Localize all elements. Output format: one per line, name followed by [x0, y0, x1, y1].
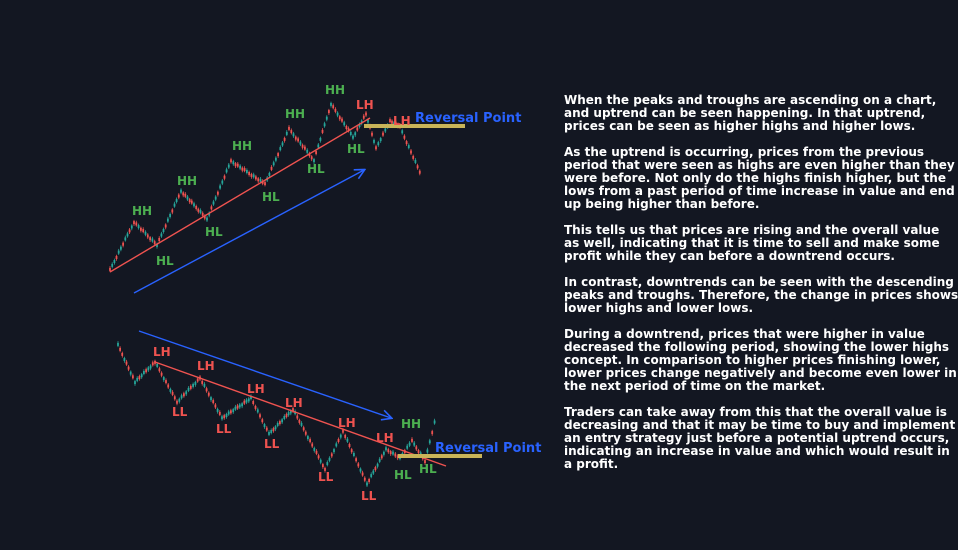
downtrend-candle-body — [299, 420, 301, 423]
downtrend-candle-body — [385, 447, 387, 450]
uptrend-candle-body — [176, 199, 178, 202]
downtrend-candle-body — [190, 386, 192, 389]
downtrend-candle-body — [320, 460, 322, 463]
downtrend-candle-body — [136, 378, 138, 381]
downtrend-candle-body — [185, 391, 187, 394]
downtrend-candle-body — [377, 464, 379, 467]
downtrend-candle-body — [230, 410, 232, 413]
uptrend-candle-body — [149, 237, 151, 240]
uptrend-candle-body — [275, 158, 277, 161]
downtrend-label-ll-4: LL — [318, 470, 334, 484]
uptrend-candle-body — [375, 146, 377, 149]
downtrend-candle-body — [215, 405, 217, 408]
uptrend-candle-body — [363, 116, 365, 119]
downtrend-candle-body — [333, 449, 335, 452]
downtrend-candle-body — [434, 421, 436, 424]
paragraph-uptrend-intro: When the peaks and troughs are ascending on a chart, and uptrend can be seen happening. In that uptrend, prices can be seen as higher highs and higher lows. — [564, 93, 937, 133]
uptrend-candle-body — [401, 130, 403, 133]
uptrend-candle-body — [171, 210, 173, 213]
downtrend-candle-body — [392, 452, 394, 455]
uptrend-candle-body — [241, 168, 243, 171]
uptrend-candle-body — [315, 151, 317, 154]
uptrend-candle-body — [408, 145, 410, 148]
uptrend-label-hl-2: HL — [205, 225, 223, 239]
uptrend-candle-body — [202, 213, 204, 216]
downtrend-candle-body — [344, 435, 346, 438]
downtrend-candle-body — [252, 401, 254, 404]
downtrend-candle-body — [204, 384, 206, 387]
downtrend-candle-body — [264, 424, 266, 427]
downtrend-candle-body — [172, 392, 174, 395]
downtrend-candle-body — [210, 397, 212, 400]
uptrend-candle-body — [302, 145, 304, 148]
uptrend-candle-body — [350, 132, 352, 135]
uptrend-candle-body — [122, 243, 124, 246]
uptrend-label-hh-3: HH — [232, 139, 253, 153]
downtrend-label-lh-2: LH — [197, 359, 215, 373]
downtrend-candle-body — [370, 474, 372, 477]
uptrend-candle-body — [260, 179, 262, 182]
downtrend-candle-body — [183, 393, 185, 396]
uptrend-candle-body — [273, 162, 275, 165]
downtrend-candle-body — [195, 382, 197, 385]
uptrend-candle-body — [145, 232, 147, 235]
downtrend-candle-body — [368, 479, 370, 482]
uptrend-candle-body — [111, 264, 113, 267]
downtrend-candle-body — [288, 412, 290, 415]
uptrend-candle-body — [282, 143, 284, 146]
downtrend-candle-body — [427, 450, 429, 453]
uptrend-candle-body — [253, 174, 255, 177]
downtrend-candle-body — [351, 449, 353, 452]
uptrend-candle-body — [290, 130, 292, 133]
downtrend-candle-body — [255, 406, 257, 409]
downtrend-candle-body — [176, 401, 178, 404]
uptrend-candle-body — [365, 113, 367, 116]
downtrend-candle-body — [355, 458, 357, 461]
downtrend-candle-body — [286, 414, 288, 417]
downtrend-candle-body — [313, 448, 315, 451]
uptrend-candle-body — [377, 142, 379, 145]
downtrend-candle-body — [139, 376, 141, 379]
uptrend-candle-body — [230, 159, 232, 162]
downtrend-candle-body — [394, 454, 396, 457]
uptrend-candle-body — [269, 173, 271, 176]
downtrend-candle-body — [275, 426, 277, 429]
uptrend-candle-body — [228, 165, 230, 168]
uptrend-candle-body — [195, 206, 197, 209]
uptrend-candle-body — [341, 119, 343, 122]
uptrend-candle-body — [169, 214, 171, 217]
downtrend-candle-body — [316, 451, 318, 454]
downtrend-candle-body — [152, 362, 154, 365]
uptrend-candle-body — [191, 201, 193, 204]
uptrend-candle-body — [304, 147, 306, 150]
uptrend-candle-body — [154, 241, 156, 244]
uptrend-candle-body — [213, 202, 215, 205]
downtrend-candle-body — [246, 400, 248, 403]
uptrend-candle-body — [215, 197, 217, 200]
uptrend-candle-body — [114, 260, 116, 263]
uptrend-candle-body — [118, 251, 120, 254]
uptrend-candle-body — [311, 156, 313, 159]
downtrend-candle-body — [235, 407, 237, 410]
downtrend-candle-body — [406, 446, 408, 449]
downtrend-candle-body — [364, 478, 366, 481]
downtrend-candle-body — [134, 381, 136, 384]
downtrend-candle-body — [124, 358, 126, 361]
downtrend-candle-body — [121, 353, 123, 356]
downtrend-candle-body — [132, 375, 134, 378]
downtrend-candle-body — [418, 450, 420, 453]
downtrend-candle-body — [208, 393, 210, 396]
uptrend-candle-body — [248, 172, 250, 175]
uptrend-candle-body — [417, 165, 419, 168]
downtrend-candle-body — [322, 464, 324, 467]
downtrend-candle-body — [159, 368, 161, 371]
downtrend-candle-body — [383, 452, 385, 455]
downtrend-label-lh-4: LH — [285, 396, 303, 410]
uptrend-candle-body — [147, 235, 149, 238]
uptrend-candle-body — [163, 229, 165, 232]
uptrend-candle-body — [142, 229, 144, 232]
uptrend-direction-arrow — [134, 170, 364, 293]
uptrend-candle-body — [120, 247, 122, 250]
uptrend-candle-body — [206, 218, 208, 221]
uptrend-candle-body — [135, 222, 137, 225]
downtrend-candle-body — [248, 398, 250, 401]
uptrend-candle-body — [389, 119, 391, 122]
uptrend-candle-body — [180, 190, 182, 193]
downtrend-candle-body — [228, 412, 230, 415]
downtrend-candle-body — [429, 440, 431, 443]
uptrend-candle-body — [140, 228, 142, 231]
downtrend-label-ll-3: LL — [264, 437, 280, 451]
downtrend-candle-body — [270, 430, 272, 433]
uptrend-candle-body — [131, 226, 133, 229]
uptrend-candle-body — [406, 141, 408, 144]
uptrend-candle-body — [251, 174, 253, 177]
downtrend-candle-body — [283, 416, 285, 419]
uptrend-candle-body — [221, 181, 223, 184]
downtrend-candle-body — [170, 389, 172, 392]
explanation-text-panel — [564, 93, 958, 484]
downtrend-candle-body — [221, 416, 223, 419]
downtrend-candle-body — [279, 421, 281, 424]
downtrend-label-hh-1: HH — [401, 417, 422, 431]
downtrend-candle-body — [237, 406, 239, 409]
downtrend-candle-body — [303, 427, 305, 430]
downtrend-candle-body — [217, 409, 219, 412]
downtrend-candle-body — [281, 419, 283, 422]
uptrend-candle-body — [284, 138, 286, 141]
uptrend-candle-body — [197, 209, 199, 212]
downtrend-candle-body — [331, 453, 333, 456]
uptrend-candle-body — [189, 199, 191, 202]
uptrend-candle-body — [244, 168, 246, 171]
uptrend-candle-body — [330, 103, 332, 106]
downtrend-candle-body — [413, 443, 415, 446]
downtrend-candle-body — [415, 446, 417, 449]
downtrend-candle-body — [329, 458, 331, 461]
downtrend-reversal-label: Reversal Point — [435, 441, 542, 456]
downtrend-candle-body — [143, 371, 145, 374]
uptrend-candle-body — [332, 105, 334, 108]
uptrend-candle-body — [226, 169, 228, 172]
downtrend-candle-body — [174, 396, 176, 399]
paragraph-downtrend-conclusion: Traders can take away from this that the overall value is decreasing and that it may be time to buy and implement an entry strategy just before a potential uptrend occurs, indicating an increase in value and which would result in a profit. — [564, 405, 956, 471]
uptrend-candle-body — [211, 206, 213, 209]
downtrend-candle-body — [301, 423, 303, 426]
uptrend-candle-body — [382, 133, 384, 136]
uptrend-candle-body — [255, 176, 257, 179]
uptrend-candle-body — [152, 239, 154, 242]
uptrend-candle-body — [326, 117, 328, 120]
downtrend-candle-body — [165, 380, 167, 383]
uptrend-candle-body — [235, 163, 237, 166]
uptrend-candle-body — [129, 229, 131, 232]
uptrend-label-hh-5: HH — [325, 83, 346, 97]
downtrend-candle-body — [197, 379, 199, 382]
uptrend-candle-body — [286, 132, 288, 135]
uptrend-label-hh-2: HH — [177, 174, 198, 188]
uptrend-candle-body — [324, 123, 326, 126]
uptrend-candle-body — [328, 110, 330, 113]
downtrend-candle-body — [375, 467, 377, 470]
downtrend-candle-body — [338, 439, 340, 442]
downtrend-candle-body — [219, 412, 221, 415]
uptrend-candle-body — [232, 161, 234, 164]
uptrend-candle-body — [337, 113, 339, 116]
downtrend-candle-body — [296, 416, 298, 419]
uptrend-candle-body — [133, 221, 135, 224]
downtrend-candle-body — [147, 367, 149, 370]
downtrend-candle-body — [335, 443, 337, 446]
uptrend-label-lh-2: LH — [393, 114, 411, 128]
downtrend-candle-body — [357, 463, 359, 466]
downtrend-candle-body — [307, 436, 309, 439]
downtrend-candle-body — [192, 384, 194, 387]
uptrend-candle-body — [410, 151, 412, 154]
uptrend-candle-body — [200, 210, 202, 213]
uptrend-label-hl-3: HL — [262, 190, 280, 204]
uptrend-candle-body — [384, 129, 386, 132]
downtrend-label-lh-1: LH — [153, 345, 171, 359]
downtrend-candle-body — [268, 432, 270, 435]
downtrend-candle-body — [277, 423, 279, 426]
downtrend-candle-body — [239, 404, 241, 407]
downtrend-candle-body — [243, 401, 245, 404]
uptrend-candle-body — [295, 137, 297, 140]
downtrend-candle-body — [431, 431, 433, 434]
paragraph-downtrend-detail: During a downtrend, prices that were higher in value decreased the following period, showing the lower highs concept. In comparison to higher prices finishing lower, lower prices change negatively and become even lower in the next period of time on the market. — [564, 327, 957, 393]
downtrend-candle-body — [340, 435, 342, 438]
uptrend-label-hh-4: HH — [285, 107, 306, 121]
uptrend-candle-body — [371, 133, 373, 136]
uptrend-candle-body — [246, 170, 248, 173]
downtrend-candle-body — [305, 432, 307, 435]
uptrend-candle-body — [335, 109, 337, 112]
downtrend-candle-body — [409, 443, 411, 446]
downtrend-candle-body — [381, 455, 383, 458]
uptrend-candle-body — [138, 225, 140, 228]
downtrend-candle-body — [117, 343, 119, 346]
uptrend-candle-body — [380, 138, 382, 141]
downtrend-candle-body — [126, 362, 128, 365]
uptrend-candle-body — [158, 238, 160, 241]
uptrend-candle-body — [277, 153, 279, 156]
uptrend-candle-body — [300, 142, 302, 145]
uptrend-candle-body — [124, 237, 126, 240]
downtrend-candle-body — [353, 453, 355, 456]
uptrend-candle-body — [219, 186, 221, 189]
downtrend-candle-body — [156, 364, 158, 367]
uptrend-candle-body — [354, 132, 356, 135]
downtrend-candle-body — [266, 428, 268, 431]
downtrend-candle-body — [362, 473, 364, 476]
downtrend-candle-body — [347, 439, 349, 442]
downtrend-price-candles — [117, 341, 435, 487]
downtrend-candle-body — [161, 373, 163, 376]
uptrend-candle-body — [297, 138, 299, 141]
downtrend-candle-body — [257, 409, 259, 412]
downtrend-candle-body — [311, 444, 313, 447]
uptrend-candle-body — [317, 145, 319, 148]
downtrend-candle-body — [201, 381, 203, 384]
downtrend-label-hl-2: HL — [419, 462, 437, 476]
downtrend-candle-body — [326, 462, 328, 465]
uptrend-candle-body — [412, 156, 414, 159]
downtrend-label-lh-6: LH — [376, 431, 394, 445]
downtrend-candle-body — [223, 415, 225, 418]
downtrend-candle-body — [349, 444, 351, 447]
downtrend-candle-body — [390, 451, 392, 454]
downtrend-candle-body — [411, 439, 413, 442]
downtrend-candle-body — [366, 483, 368, 486]
uptrend-candle-body — [356, 127, 358, 130]
downtrend-candle-body — [226, 414, 228, 417]
uptrend-candle-body — [161, 234, 163, 237]
uptrend-candle-body — [271, 167, 273, 170]
uptrend-candle-body — [293, 133, 295, 136]
uptrend-candle-body — [288, 127, 290, 130]
uptrend-candle-body — [237, 164, 239, 167]
uptrend-candle-body — [322, 130, 324, 133]
uptrend-candle-body — [404, 136, 406, 139]
downtrend-label-ll-5: LL — [361, 489, 377, 503]
uptrend-candle-body — [320, 138, 322, 141]
downtrend-candle-body — [309, 439, 311, 442]
uptrend-candle-body — [352, 136, 354, 139]
downtrend-candle-body — [241, 403, 243, 406]
uptrend-candle-body — [127, 233, 129, 236]
uptrend-candle-body — [184, 194, 186, 197]
downtrend-candle-body — [130, 372, 132, 375]
uptrend-candle-body — [165, 225, 167, 228]
uptrend-candle-body — [174, 204, 176, 207]
uptrend-candle-body — [224, 176, 226, 179]
downtrend-label-hl-1: HL — [394, 468, 412, 482]
uptrend-candle-body — [339, 116, 341, 119]
uptrend-label-lh-1: LH — [356, 98, 374, 112]
uptrend-candle-body — [373, 140, 375, 143]
uptrend-candle-body — [257, 178, 259, 181]
downtrend-candle-body — [360, 469, 362, 472]
uptrend-label-hl-5: HL — [347, 142, 365, 156]
uptrend-candle-body — [182, 192, 184, 195]
uptrend-candle-body — [415, 160, 417, 163]
downtrend-candle-body — [141, 374, 143, 377]
downtrend-candle-body — [212, 400, 214, 403]
downtrend-candle-body — [178, 399, 180, 402]
downtrend-candle-body — [206, 388, 208, 391]
uptrend-reversal-label: Reversal Point — [415, 111, 522, 126]
downtrend-candle-body — [318, 455, 320, 458]
paragraph-uptrend-detail: As the uptrend is occurring, prices from the previous period that were seen as highs are even higher than they were before. Not only do the highs finish higher, but the lows from a past period of time increase in value and end up being higher than before. — [564, 145, 955, 211]
uptrend-candle-body — [239, 166, 241, 169]
uptrend-label-hh-1: HH — [132, 204, 153, 218]
downtrend-candle-body — [259, 414, 261, 417]
uptrend-candle-body — [178, 195, 180, 198]
downtrend-candle-body — [150, 366, 152, 369]
uptrend-candle-body — [109, 268, 111, 271]
downtrend-candle-body — [119, 348, 121, 351]
uptrend-candle-body — [343, 122, 345, 125]
uptrend-candle-body — [167, 219, 169, 222]
downtrend-candle-body — [163, 377, 165, 380]
downtrend-resistance-line — [155, 362, 446, 466]
uptrend-label-hl-4: HL — [307, 162, 325, 176]
uptrend-candle-body — [116, 256, 118, 259]
uptrend-candle-body — [306, 150, 308, 153]
downtrend-candle-body — [167, 385, 169, 388]
downtrend-label-lh-5: LH — [338, 416, 356, 430]
downtrend-candle-body — [188, 388, 190, 391]
downtrend-label-lh-3: LH — [247, 382, 265, 396]
downtrend-candle-body — [261, 419, 263, 422]
uptrend-candle-body — [264, 182, 266, 185]
uptrend-candle-body — [187, 197, 189, 200]
downtrend-candle-body — [145, 369, 147, 372]
uptrend-candle-body — [193, 203, 195, 206]
downtrend-candle-body — [379, 459, 381, 462]
downtrend-candle-body — [181, 395, 183, 398]
uptrend-candle-body — [217, 192, 219, 195]
downtrend-candle-body — [372, 471, 374, 474]
uptrend-candle-body — [279, 147, 281, 150]
uptrend-candle-body — [419, 171, 421, 174]
paragraph-uptrend-conclusion: This tells us that prices are rising and the overall value as well, indicating that it is time to sell and make some profit while they can before a downtrend occurs. — [564, 223, 940, 263]
downtrend-label-ll-2: LL — [216, 422, 232, 436]
downtrend-candle-body — [128, 367, 130, 370]
uptrend-candle-body — [346, 126, 348, 129]
downtrend-candle-body — [273, 428, 275, 431]
downtrend-label-ll-1: LL — [172, 405, 188, 419]
uptrend-label-hl-1: HL — [156, 254, 174, 268]
downtrend-candle-body — [232, 409, 234, 412]
paragraph-downtrend-intro: In contrast, downtrends can be seen with the descending peaks and troughs. Therefore, the change in prices shows lower highs and lower lows. — [564, 275, 958, 315]
downtrend-candle-body — [387, 449, 389, 452]
